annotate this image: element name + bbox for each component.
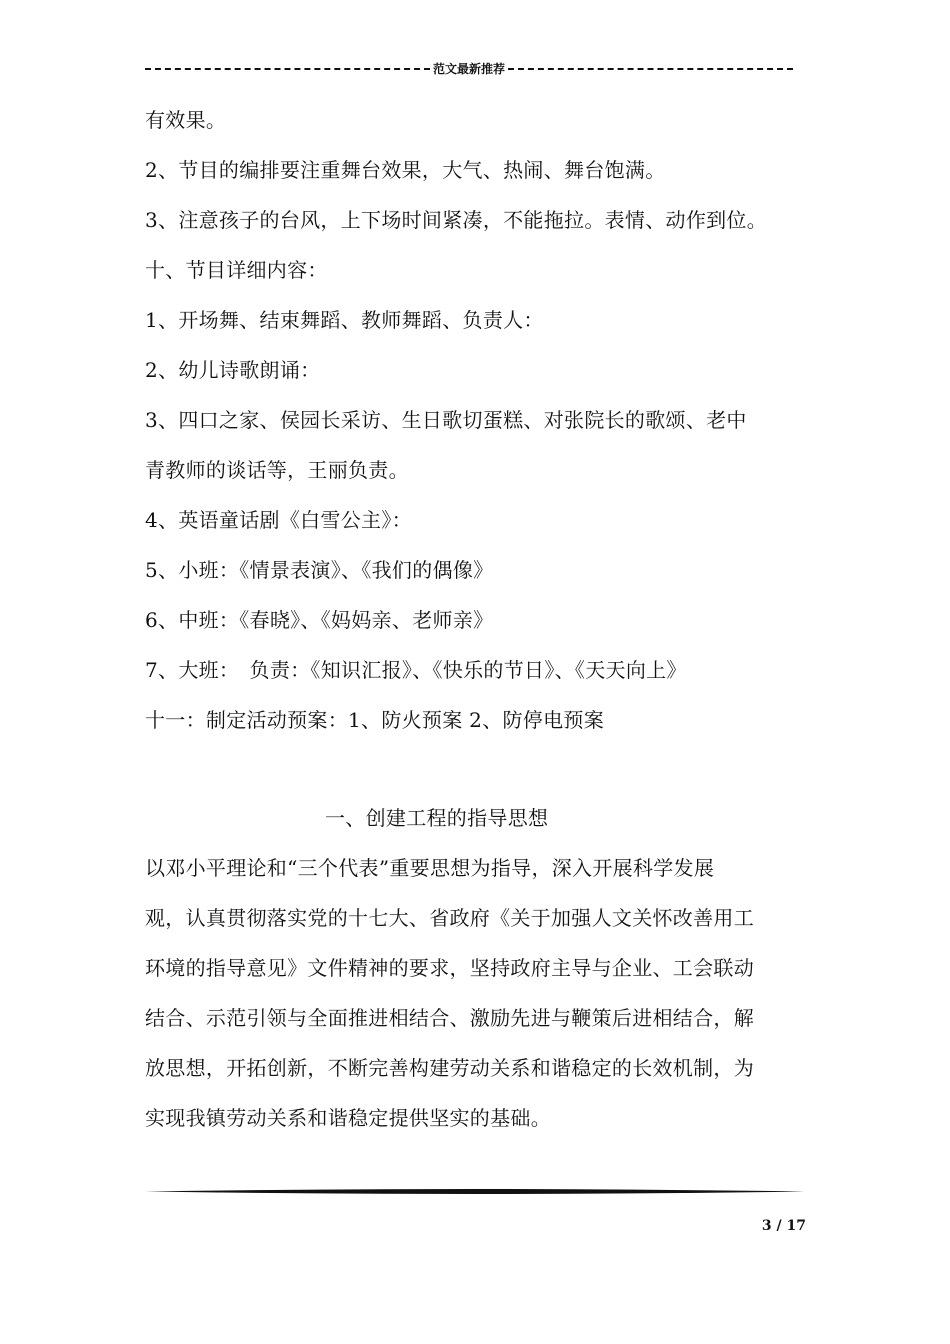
paragraph-line: 观，认真贯彻落实党的十七大、省政府《关于加强人文关怀改善用工 — [145, 906, 754, 930]
section-heading: 一、创建工程的指导思想 — [325, 806, 549, 830]
body-line: 6、中班：《春晓》、《妈妈亲、老师亲》 — [145, 608, 494, 632]
page-number: 3 / 17 — [761, 1218, 806, 1234]
paragraph-line: 环境的指导意见》文件精神的要求，坚持政府主导与企业、工会联动 — [145, 956, 754, 980]
body-line: 2、节目的编排要注重舞台效果，大气、热闹、舞台饱满。 — [145, 158, 666, 182]
body-line: 十、节目详细内容： — [145, 258, 328, 282]
body-line: 4、英语童话剧《白雪公主》： — [145, 508, 412, 532]
paragraph-line: 以邓小平理论和“三个代表”重要思想为指导，深入开展科学发展 — [145, 856, 715, 880]
body-line: 有效果。 — [145, 108, 227, 132]
header-dash-right — [508, 68, 793, 70]
header-dash-left — [145, 68, 430, 70]
page-header — [145, 58, 793, 78]
header-title: 范文最新推荐 — [433, 61, 506, 76]
paragraph-line: 实现我镇劳动关系和谐稳定提供坚实的基础。 — [145, 1106, 551, 1130]
body-line: 十一：制定活动预案：1、防火预案 2、防停电预案 — [145, 708, 605, 732]
body-line: 3、注意孩子的台风，上下场时间紧凑，不能拖拉。表情、动作到位。 — [145, 208, 768, 232]
body-line: 7、大班： 负责：《知识汇报》、《快乐的节日》、《天天向上》 — [145, 658, 687, 682]
body-line: 青教师的谈话等，王丽负责。 — [145, 458, 409, 482]
footer-rule — [145, 1188, 805, 1195]
body-line: 1、开场舞、结束舞蹈、教师舞蹈、负责人： — [145, 308, 544, 332]
paragraph-line: 放思想，开拓创新，不断完善构建劳动关系和谐稳定的长效机制，为 — [145, 1056, 754, 1080]
body-line: 3、四口之家、侯园长采访、生日歌切蛋糕、对张院长的歌颂、老中 — [145, 408, 747, 432]
body-line: 5、小班：《情景表演》、《我们的偶像》 — [145, 558, 494, 582]
paragraph-line: 结合、示范引领与全面推进相结合、激励先进与鞭策后进相结合，解 — [145, 1006, 754, 1030]
body-line: 2、幼儿诗歌朗诵： — [145, 358, 321, 382]
